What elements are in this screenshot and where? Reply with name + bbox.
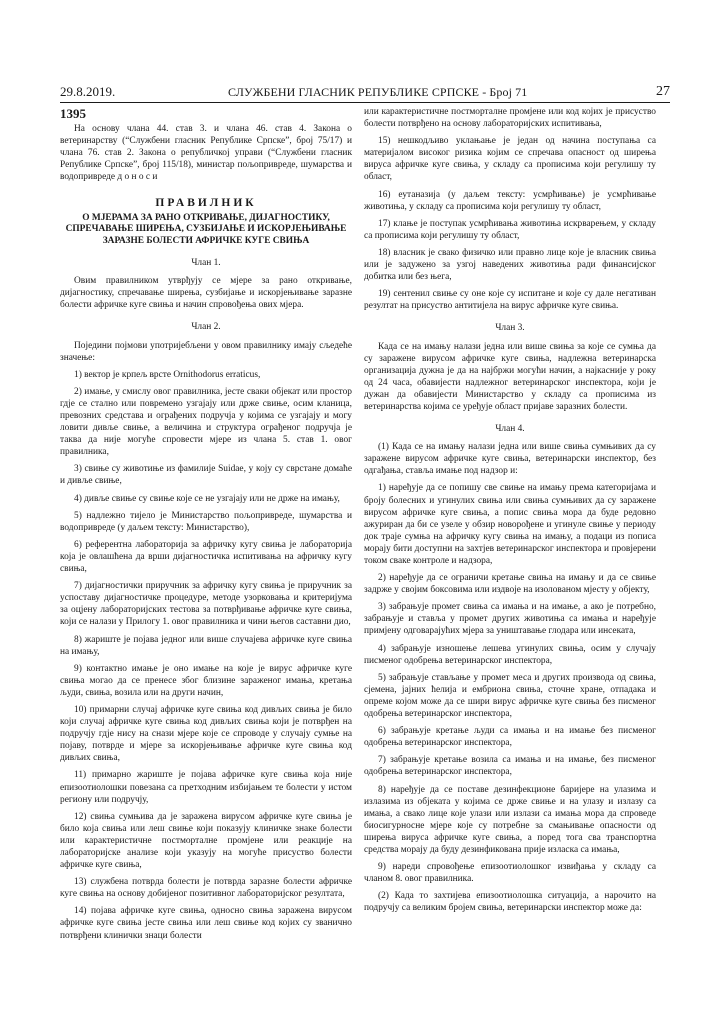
definition-item: 14) појава афричке куге свиња, односно свиња заражена вирусом афричке куге свиња јесте свиња или леш свиње код којих су званично потврђени клинички знаци болести bbox=[60, 906, 352, 941]
article-4-intro: (1) Када се на имању налази једна или више свиња сумњивих да су заражене вирусом афричке куге свиња, ветеринарски инспектор, без одгађања, ставља имање под надзор и: bbox=[364, 442, 656, 477]
article-3-heading: Члан 3. bbox=[495, 323, 525, 334]
left-column bbox=[60, 106, 352, 947]
measure-item: 1) наређује да се попишу све свиње на имању према категоријама и броју болесних и угинулих свиња или свиња сумњивих да су заражене вирусом афричке куге свиња, а попис свиња мора да буде редовно ажуриран да би се узеле у обзир новорођене и угинуле свиње у периоду док траје сумња на афричку кугу свиња на имању, а подаци из пописа морају бити доступни на захтјев ветеринарског инспектора и провјерени током сваке контроле и надзора, bbox=[364, 483, 656, 566]
definition-item: 11) примарно жариште је појава афричке куге свиња која није епизоотиолошки повезана са претходним избијањем те болести у истом региону или подручју, bbox=[60, 770, 352, 805]
definition-item: 2) имање, у смислу овог правилника, јесте сваки објекат или простор гдје се стално или повремено узгајају или држе свиње, осим кланица, превозних средстава и ограђених подручја у којима се узгајају и могу ловити дивље свиње, а величина и структура ограђеног подручја је таква да није могуће спровести мјере из члана 5. став 1. овог правилника, bbox=[60, 386, 352, 458]
article-1-text: Овим правилником утврђују се мјере за рано откривање, дијагностику, спречавање ширења, сузбијање и искорјењивање заразне болести афричке куге свиња и начин спровођења ових мјера. bbox=[60, 276, 352, 311]
preamble: На основу члана 44. став 3. и члана 46. став 4. Закона о ветеринарству (“Службени гласник Републике Српске”, број 75/17) и члана 76. став 2. Закона о републичкој управи (“Службени гласник Републике Српске”, број 115/18), министар пољопривреде, шумарства и водопривреде д о н о с и bbox=[60, 124, 352, 183]
measure-item: 9) нареди спровођење епизоотиолошког извиђања у складу са чланом 8. овог правилника. bbox=[364, 862, 656, 885]
definition-item: 13) службена потврда болести је потврда заразне болести афричке куге свиња на основу добијеног позитивног лабораторијског резултата, bbox=[60, 877, 352, 900]
measure-item: 3) забрањује промет свиња са имања и на имање, а ако је потребно, забрањује и ставља у промет других животиња са имања и наређује примјену одговарајућих мјера за уништавање глодара или инсеката, bbox=[364, 602, 656, 637]
definition-item: 1) вектор је крпељ врсте Ornithodorus erraticus, bbox=[74, 369, 261, 380]
article-4-paragraph-2: (2) Када то захтијева епизоотиолошка ситуација, а нарочито на подручју са великим бројем свиња, ветеринарски инспектор може да: bbox=[364, 891, 656, 914]
definition-item: 3) свиње су животиње из фамилије Suidae, у коју су сврстане домаће и дивље свиње, bbox=[60, 464, 352, 487]
header-rule bbox=[60, 102, 670, 103]
measure-item: 8) наређује да се поставе дезинфекционе баријере на улазима и излазима из објеката у којима се држе свиње и на улазу и излазу са имања, а свако лице које улази или излази са имања мора да спроведе биосигурносне мјере које су потребне за смањивање опасности од ширења вируса афричке куге свиња, а поред тога сва транспортна средства морају да буду дезинфикована прије изласка са имања, bbox=[364, 784, 656, 855]
definition-item: 19) сентенил свиње су оне које су испитане и које су дале негативан резултат на присуство антитијела на вирус афричке куге свиња. bbox=[364, 289, 656, 312]
issue-date: 29.8.2019. bbox=[60, 84, 116, 99]
page-number: 27 bbox=[656, 84, 670, 99]
article-3-text: Када се на имању налази једна или више свиња за које се сумња да су заражене вирусом афричке куге свиња, надлежна ветеринарска организација дужна је да на најбржи могући начин, а најкасније у року од 24 часа, обавијести надлежног ветеринарског инспектора, који је дужан да обавијести Министарство у складу са прописима из ветеринарства којима се уређује област пријаве заразних болести. bbox=[364, 341, 656, 412]
measure-item: 7) забрањује кретање возила са имања и на имање, без писменог одобрења ветеринарског инспектора, bbox=[364, 755, 656, 778]
definition-continuation: или карактеристичне постморталне промјене или код којих је присуство болести потврђено на основу лабораторијских испитивања, bbox=[364, 107, 656, 130]
measure-item: 4) забрањује изношење лешева угинулих свиња, осим у случају писменог одобрења ветеринарског инспектора, bbox=[364, 643, 656, 666]
document-subtitle: О МЈЕРАМА ЗА РАНО ОТКРИВАЊЕ, ДИЈАГНОСТИКУ, СПРЕЧАВАЊЕ ШИРЕЊА, СУЗБИЈАЊЕ И ИСКОРЈЕЊИВАЊЕ ЗАРАЗНЕ БОЛЕСТИ АФРИЧКЕ КУГЕ СВИЊА bbox=[65, 212, 347, 246]
page-header bbox=[60, 84, 670, 100]
gazette-title: СЛУЖБЕНИ ГЛАСНИК РЕПУБЛИКЕ СРПСКЕ - Број 71 bbox=[228, 85, 528, 99]
right-column bbox=[364, 106, 656, 919]
article-2-heading: Члан 2. bbox=[191, 322, 221, 333]
definition-item: 16) еутаназија (у даљем тексту: усмрћивање) је усмрћивање животиња, у складу са прописима који регулишу ту област, bbox=[364, 189, 656, 212]
definition-item: 17) клање је поступак усмрћивања животиња искрварењем, у складу са прописима који регулишу ту област, bbox=[364, 218, 656, 241]
definition-item: 5) надлежно тијело је Министарство пољопривреде, шумарства и водопривреде (у даљем тексту: Министарство), bbox=[60, 510, 352, 533]
article-2-intro: Поједини појмови употријебљени у овом правилнику имају сљедеће значење: bbox=[60, 340, 352, 363]
article-4-heading: Члан 4. bbox=[495, 424, 525, 435]
document-title: ПРАВИЛНИК bbox=[155, 197, 257, 210]
definition-item: 4) дивље свиње су свиње које се не узгајају или не држе на имању, bbox=[74, 493, 340, 504]
definition-item: 12) свиња сумњива да је заражена вирусом афричке куге свиња је било која свиња или леш свиње који показују клиничке знаке болести или карактеристичне постморталне промјене или реакције на лабораторијске анализе који указују на могуће присуство болести афричке куге свиња, bbox=[60, 811, 352, 871]
document-number: 1395 bbox=[60, 106, 86, 121]
article-1-heading: Члан 1. bbox=[191, 258, 221, 269]
definition-item: 9) контактно имање је оно имање на које је вирус афричке куге свиња могао да се пренесе због близине зараженог имања, кретања људи, свиња, возила или на други начин, bbox=[60, 663, 352, 698]
definition-item: 8) жариште је појава једног или више случајева афричке куге свиња на имању, bbox=[60, 634, 352, 657]
definition-item: 10) примарни случај афричке куге свиња код дивљих свиња је било који случај афричке куге свиња код дивљих свиња који је потврђен на подручју гдје нису на снази мјере које се спроводе у случају сумње на појаву, потврде и мјере за искорјењивање афричке куге свиња код дивљих свиња, bbox=[60, 704, 352, 764]
measure-item: 5) забрањује стављање у промет меса и других производа од свиња, сјемена, јајних ћелија и ембриона свиња, сточне хране, отпадака и опреме којом може да се шири вирус афричке куге свиња без писменог одобрења ветеринарског инспектора, bbox=[364, 672, 656, 720]
measure-item: 2) наређује да се ограничи кретање свиња на имању и да се свиње задрже у својим боксовима или издвоје на изолованом мјесту у објекту, bbox=[364, 573, 656, 596]
definition-item: 6) референтна лабораторија за афричку кугу свиња је лабораторија која је овлашћена да врши дијагностичка испитивања на афричку кугу свиња, bbox=[60, 539, 352, 575]
measure-item: 6) забрањује кретање људи са имања и на имање без писменог одобрења ветеринарског инспектора, bbox=[364, 726, 656, 749]
definition-item: 18) власник је свако физичко или правно лице које је власник свиња или је задужено за узгој наведених животиња ради финансијског добитка или без њега, bbox=[364, 247, 656, 283]
definition-item: 15) нешкодљиво уклањање је један од начина поступања са материјалом високог ризика којим се спречава опасност од ширења вируса афричке куге свиња, у складу са прописима који регулишу ту област, bbox=[364, 136, 656, 183]
definition-item: 7) дијагностички приручник за афричку кугу свиња је приручник за успоставу дијагностичке процедуре, методе узорковања и критеријума за оцјену лабораторијских тестова за потврђивање афричке куге свиња, који се налази у Прилогу 1. овог правилника и чини његов саставни дио, bbox=[60, 581, 352, 628]
